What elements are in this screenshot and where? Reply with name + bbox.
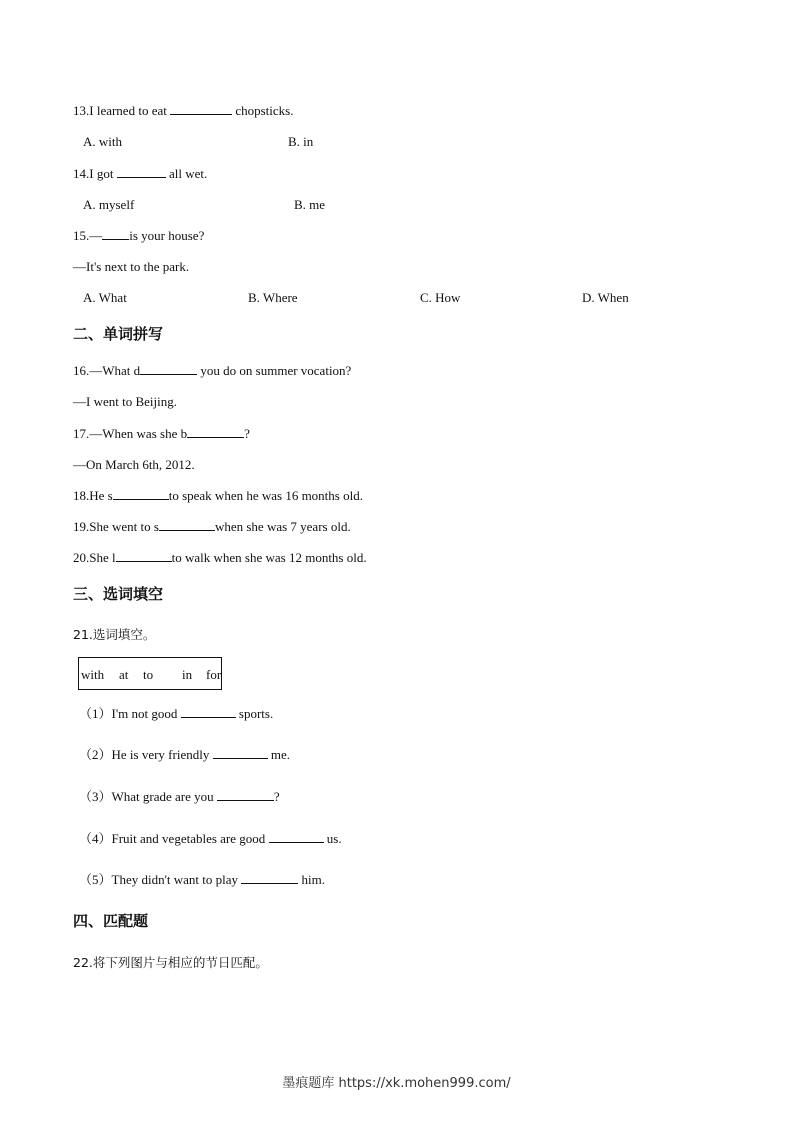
q18-blank	[113, 488, 169, 500]
item-5-pre: （5）They didn't want to play	[79, 872, 242, 887]
q15-stem-pre: 15.—	[73, 228, 103, 243]
q15-option-c: C. How	[420, 290, 461, 305]
section-4-title: 四、匹配题	[73, 912, 149, 930]
q13-stem-pre: 13.I learned to eat	[73, 103, 171, 118]
item-2-pre: （2）He is very friendly	[79, 747, 213, 762]
question-14	[73, 166, 207, 182]
item-2-post: me.	[267, 747, 290, 762]
q16-reply: —I went to Beijing.	[73, 394, 177, 409]
item-4-blank	[269, 831, 324, 843]
q15-stem-post: is your house?	[129, 228, 205, 243]
q17-reply: —On March 6th, 2012.	[73, 457, 195, 472]
page-footer: 墨痕题库 https://xk.mohen999.com/	[282, 1076, 511, 1091]
q14-stem-pre: 14.I got	[73, 166, 117, 181]
q17-pre: 17.—When was she b	[73, 426, 188, 441]
q21-item-2	[79, 747, 290, 763]
item-5-post: him.	[298, 872, 326, 887]
item-4-post: us.	[323, 831, 342, 846]
q21-item-5	[79, 872, 325, 888]
question-20	[73, 550, 367, 566]
item-2-blank	[213, 747, 268, 759]
word-box	[78, 657, 222, 690]
question-17	[73, 426, 250, 442]
q16-post: you do on summer vocation?	[197, 363, 352, 378]
item-4-pre: （4）Fruit and vegetables are good	[79, 831, 269, 846]
q17-post: ?	[244, 426, 250, 441]
question-15	[73, 228, 204, 244]
word-for: for	[206, 667, 222, 682]
q19-pre: 19.She went to s	[73, 519, 159, 534]
q20-blank	[116, 550, 172, 562]
item-1-post: sports.	[235, 706, 274, 721]
q21-item-4	[79, 831, 342, 847]
q18-post: to speak when he was 16 months old.	[168, 488, 363, 503]
section-2-title: 二、单词拼写	[73, 325, 164, 343]
q15-reply: —It's next to the park.	[73, 259, 190, 274]
word-to: to	[143, 667, 154, 682]
q14-option-a: A. myself	[83, 197, 135, 212]
q15-option-b: B. Where	[248, 290, 298, 305]
q21-item-1	[79, 706, 273, 722]
item-1-pre: （1）I'm not good	[79, 706, 181, 721]
q14-stem-post: all wet.	[165, 166, 208, 181]
q14-option-b: B. me	[294, 197, 326, 212]
q15-option-a: A. What	[83, 290, 127, 305]
question-18	[73, 488, 363, 504]
question-13	[73, 103, 293, 119]
question-22: 22.将下列图片与相应的节日匹配。	[73, 955, 268, 970]
item-3-post: ?	[273, 789, 280, 804]
item-5-blank	[241, 872, 298, 884]
q15-option-d: D. When	[582, 290, 629, 305]
word-in: in	[182, 667, 193, 682]
q13-option-a: A. with	[83, 134, 122, 149]
word-with: with	[81, 667, 105, 682]
q19-post: when she was 7 years old.	[214, 519, 351, 534]
item-1-blank	[181, 706, 236, 718]
q19-blank	[159, 519, 215, 531]
q14-blank	[117, 166, 166, 178]
q17-blank	[187, 426, 244, 438]
q13-stem-post: chopsticks.	[232, 103, 294, 118]
item-3-blank	[217, 789, 274, 801]
q16-blank	[140, 363, 197, 375]
q13-blank	[170, 103, 232, 115]
question-16	[73, 363, 351, 379]
q20-post: to walk when she was 12 months old.	[171, 550, 367, 565]
q18-pre: 18.He s	[73, 488, 113, 503]
q13-option-b: B. in	[288, 134, 314, 149]
q16-pre: 16.—What d	[73, 363, 141, 378]
q20-pre: 20.She l	[73, 550, 116, 565]
word-at: at	[119, 667, 129, 682]
question-21: 21.选词填空。	[73, 627, 156, 642]
q21-item-3	[79, 789, 280, 805]
item-3-pre: （3）What grade are you	[79, 789, 217, 804]
question-19	[73, 519, 351, 535]
section-3-title: 三、选词填空	[73, 585, 164, 603]
q15-blank	[102, 228, 129, 240]
